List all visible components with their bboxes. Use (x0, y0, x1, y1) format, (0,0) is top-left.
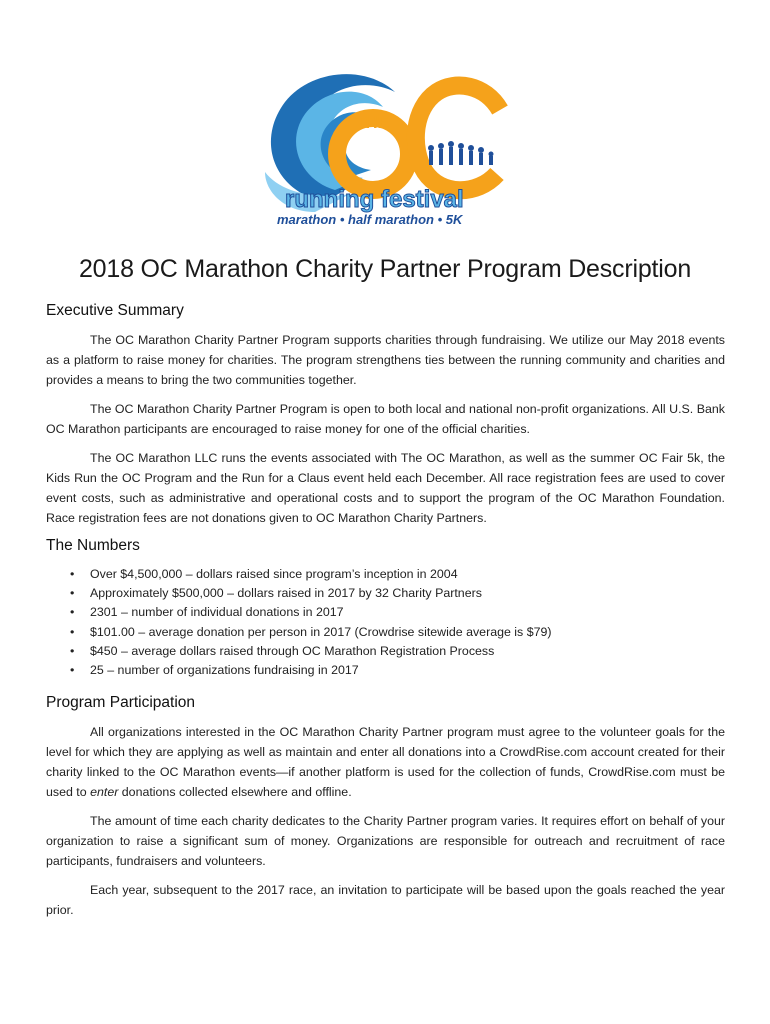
paragraph-text: All organizations interested in the OC Marathon Charity Partner program must agree to the volunteer goals for the level for which they are applying as well as maintain and enter all donations into a CrowdRise.com account created for their charity linked to the OC Marathon events—if another platform is used for the collection of funds, CrowdRise.com must be used to (46, 725, 725, 800)
paragraph-text: donations collected elsewhere and offline. (118, 785, 352, 800)
section-heading-program-participation: Program Participation (46, 694, 196, 712)
executive-summary-paragraph-2: The OC Marathon Charity Partner Program is open to both local and national non-profit organizations. All U.S. Bank OC Marathon participants are encouraged to raise money for one of the official charities. (46, 402, 725, 436)
logo-the-text: THE (355, 113, 389, 132)
page-title: 2018 OC Marathon Charity Partner Program Description (78, 255, 692, 283)
logo-races-text: marathon • half marathon • 5K (277, 212, 463, 227)
logo-graphic (255, 62, 515, 232)
document-body (46, 302, 725, 929)
section-heading-the-numbers: The Numbers (46, 537, 140, 554)
logo-running-festival-text: running festival (285, 186, 464, 213)
numbers-list-item: • 2301 – number of individual donations in 2017 (90, 603, 725, 622)
section-heading-executive-summary: Executive Summary (46, 302, 184, 319)
numbers-list-item: • Approximately $500,000 – dollars raised in 2017 by 32 Charity Partners (90, 584, 725, 603)
executive-summary-paragraph-1: The OC Marathon Charity Partner Program supports charities through fundraising. We utilize our May 2018 events as a platform to raise money for charities. The program strengthens ties between the running community and charities and provides a means to bring the two communities together. (46, 333, 725, 387)
program-participation-paragraph-1 (46, 722, 725, 802)
oc-running-festival-logo (255, 62, 515, 232)
numbers-list-item: • Over $4,500,000 – dollars raised since program’s inception in 2004 (90, 565, 725, 584)
numbers-list (46, 565, 725, 680)
program-participation-paragraph-2: The amount of time each charity dedicates to the Charity Partner program varies. It requires effort on behalf of your organization to raise a significant sum of money. Organizations are responsible for outreach and recruitment of race participants, fundraisers and volunteers. (46, 814, 725, 869)
numbers-list-item: • $101.00 – average donation per person in 2017 (Crowdrise sitewide average is $79) (90, 623, 725, 642)
numbers-list-item: • 25 – number of organizations fundraising in 2017 (90, 661, 725, 680)
emphasized-word: enter (90, 785, 119, 800)
program-participation-paragraph-3: Each year, subsequent to the 2017 race, an invitation to participate will be based upon the goals reached the year prior. (46, 883, 725, 918)
executive-summary-paragraph-3: The OC Marathon LLC runs the events associated with The OC Marathon, as well as the summer OC Fair 5k, the Kids Run the OC Program and the Run for a Claus event held each December. All race registration fees are used to cover event costs, such as administrative and operational costs and to support the program of the OC Marathon Foundation. Race registration fees are not donations given to OC Marathon Charity Partners. (46, 451, 725, 525)
numbers-list-item: • $450 – average dollars raised through OC Marathon Registration Process (90, 642, 725, 661)
